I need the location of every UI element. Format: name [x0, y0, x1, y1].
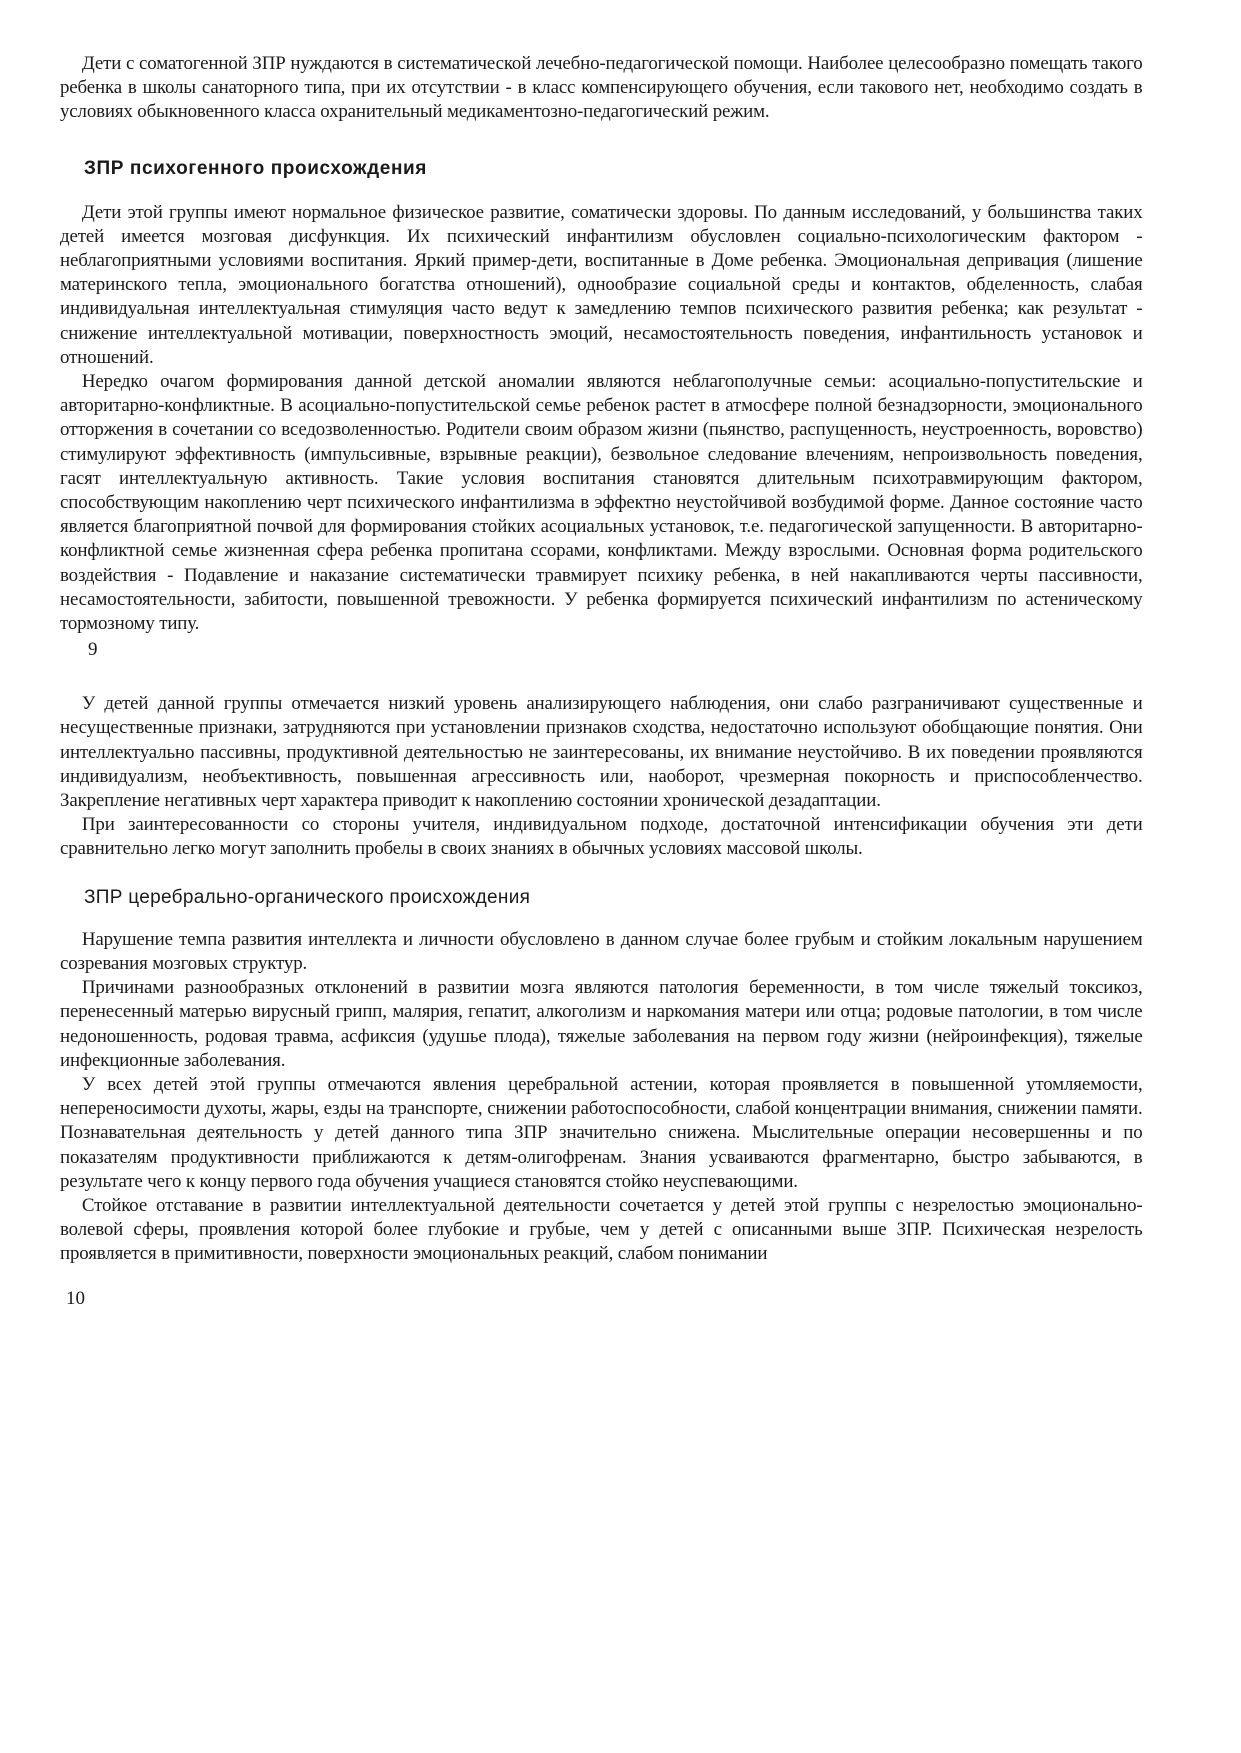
document-page: [60, 52, 1148, 1311]
paragraph-cerebral-2: Причинами разнообразных отклонений в развитии мозга являются патология беременности, в том числе тяжелый токсикоз, перенесенный матерью вирусный грипп, малярия, гепатит, алкоголизм и наркомания матери или отца; родовые патологии, в том числе недоношенность, родовая травма, асфиксия (удушье плода), тяжелые заболевания на первом году жизни (нейроинфекция), тяжелые инфекционные заболевания.: [60, 977, 1143, 1071]
paragraph-cerebral-1: Нарушение темпа развития интеллекта и личности обусловлено в данном случае более грубым и стойким локальным нарушением созревания мозговых структур.: [60, 928, 1143, 974]
heading-psychogenic: ЗПР психогенного происхождения: [84, 157, 427, 179]
page-number-9: 9: [88, 639, 98, 661]
page-number-10: 10: [66, 1287, 85, 1309]
paragraph-psychogenic-3: У детей данной группы отмечается низкий уровень анализирующего наблюдения, они слабо разграничивают существенные и несущественные признаки, затрудняются при установлении признаков сходства, недостаточно используют обобщающие понятия. Они интеллектуально пассивны, продуктивной деятельностью не заинтересованы, их внимание неустойчиво. В их поведении проявляются индивидуализм, необъективность, повышенная агрессивность или, наоборот, чрезмерная покорность и приспособленчество. Закрепление негативных черт характера приводит к накоплению состоянии хронической дезадаптации.: [60, 693, 1143, 812]
heading-cerebral: ЗПР церебрально-органического происхождения: [84, 886, 531, 908]
paragraph-cerebral-4: Стойкое отставание в развитии интеллектуальной деятельности сочетается у детей этой группы с незрелостью эмоционально-волевой сферы, проявления которой более глубокие и грубые, чем у детей с описанными выше ЗПР. Психическая незрелость проявляется в примитивности, поверхности эмоциональных реакций, слабом понимании: [60, 1194, 1143, 1265]
paragraph-intro: Дети с соматогенной ЗПР нуждаются в систематической лечебно-педагогической помощи. Наиболее целесообразно помещать такого ребенка в школы санаторного типа, при их отсутствии - в класс компенсирующего обучения, если такового нет, необходимо создать в условиях обыкновенного класса охранительный медикаментозно-педагогический режим.: [60, 53, 1143, 123]
paragraph-psychogenic-2: Нередко очагом формирования данной детской аномалии являются неблагополучные семьи: асоциально-попустительские и авторитарно-конфликтные. В асоциально-попустительской семье ребенок растет в атмосфере полной безнадзорности, эмоционального отторжения в сочетании со вседозволенностью. Родители своим образом жизни (пьянство, распущенность, неустроенность, воровство) стимулируют эффективность (импульсивные, взрывные реакции), безвольное следование влечениям, непроизвольность поведения, гасят интеллектуальную активность. Такие условия воспитания становятся длительным психотравмирующим фактором, способствующим накоплению черт психического инфантилизма в эффектно неустойчивой возбудимой форме. Данное состояние часто является благоприятной почвой для формирования стойких асоциальных установок, т.е. педагогической запущенности. В авторитарно-конфликтной семье жизненная сфера ребенка пропитана ссорами, конфликтами. Между взрослыми. Основная форма родительского воздействия - Подавление и наказание систематически травмирует психику ребенка, в ней накапливаются черты пассивности, несамостоятельности, забитости, повышенной тревожности. У ребенка формируется психический инфантилизм по астеническому тормозному типу.: [60, 371, 1143, 635]
paragraph-cerebral-3: У всех детей этой группы отмечаются явления церебральной астении, которая проявляется в повышенной утомляемости, непереносимости духоты, жары, езды на транспорте, снижении работоспособности, слабой концентрации внимания, снижении памяти. Познавательная деятельность у детей данного типа ЗПР значительно снижена. Мыслительные операции несовершенны и по показателям продуктивности приближаются к детям-олигофренам. Знания усваиваются фрагментарно, быстро забываются, в результате чего к концу первого года обучения учащиеся становятся стойко неуспевающими.: [60, 1073, 1143, 1192]
paragraph-psychogenic-1: Дети этой группы имеют нормальное физическое развитие, соматически здоровы. По данным исследований, у большинства таких детей имеется мозговая дисфункция. Их психический инфантилизм обусловлен социально-психологическим фактором - неблагоприятными условиями воспитания. Яркий пример-дети, воспитанные в Доме ребенка. Эмоциональная депривация (лишение материнского тепла, эмоционального богатства отношений), однообразие социальной среды и контактов, обделенность, слабая индивидуальная интеллектуальная стимуляция часто ведут к замедлению темпов психического развития ребенка; как результат - снижение интеллектуальной мотивации, поверхностность эмоций, несамостоятельность поведения, инфантильность установок и отношений.: [60, 201, 1143, 368]
paragraph-psychogenic-4: При заинтересованности со стороны учителя, индивидуальном подходе, достаточной интенсификации обучения эти дети сравнительно легко могут заполнить пробелы в своих знаниях в обычных условиях массовой школы.: [60, 814, 1143, 860]
